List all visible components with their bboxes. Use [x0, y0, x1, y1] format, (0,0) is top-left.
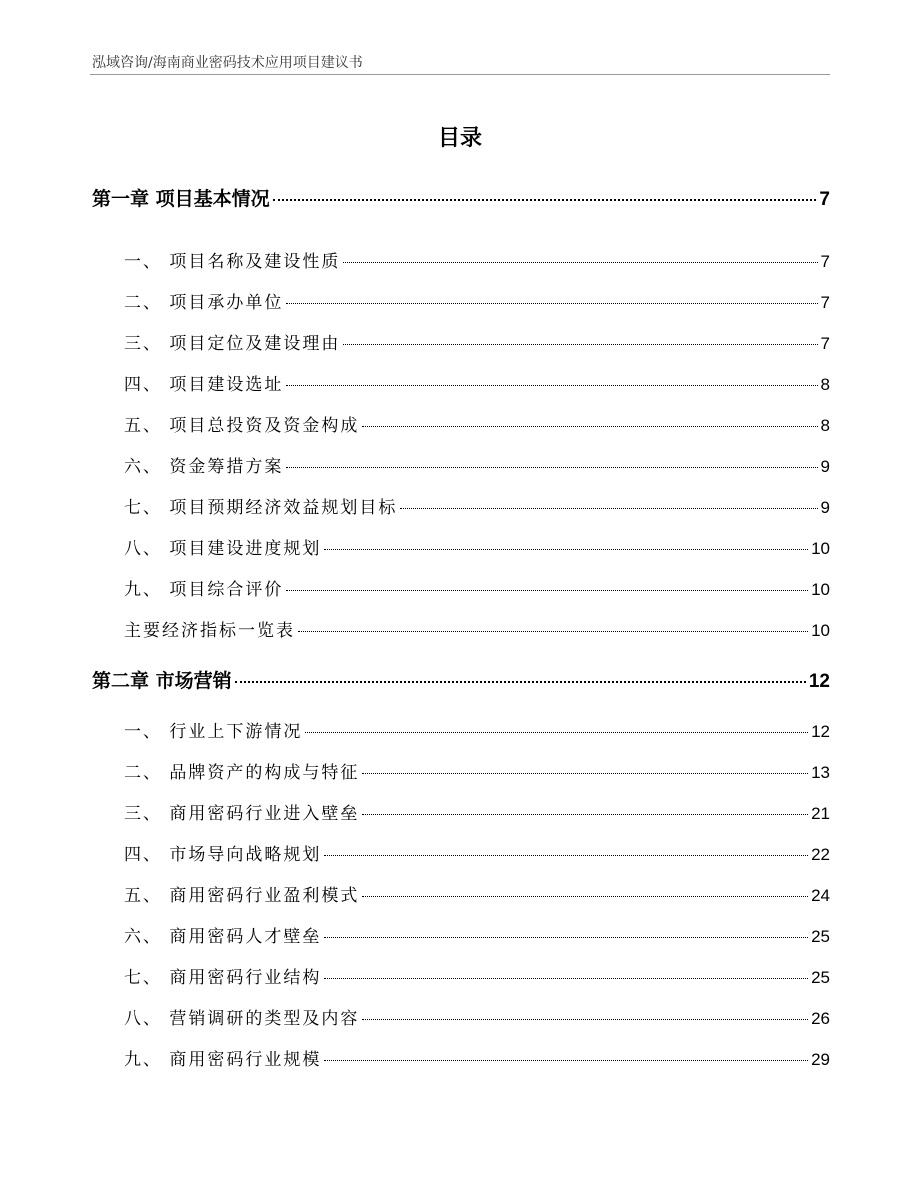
toc-entry-page: 24 — [811, 886, 830, 905]
toc-entry-label: 七、 项目预期经济效益规划目标 — [124, 498, 398, 518]
toc-entry[interactable] — [124, 288, 830, 313]
dot-leader — [235, 681, 806, 683]
toc-entry-page: 25 — [811, 968, 830, 987]
toc-entry-label: 一、 行业上下游情况 — [124, 722, 303, 742]
dot-leader — [362, 426, 817, 427]
toc-entry[interactable] — [124, 411, 830, 436]
toc-entry[interactable] — [124, 493, 830, 518]
dot-leader — [286, 590, 808, 591]
toc-entry[interactable] — [124, 575, 830, 600]
dot-leader — [324, 937, 808, 938]
toc-entry[interactable] — [124, 370, 830, 395]
dot-leader — [286, 303, 817, 304]
toc-entry-label: 五、 项目总投资及资金构成 — [124, 416, 360, 436]
toc-entry-label: 第一章 项目基本情况 — [92, 188, 270, 210]
toc-entry[interactable] — [124, 452, 830, 477]
toc-entry-page: 13 — [811, 763, 830, 782]
toc-entry-page: 22 — [811, 845, 830, 864]
dot-leader — [400, 508, 817, 509]
toc-entry[interactable] — [124, 247, 830, 272]
dot-leader — [324, 1060, 808, 1061]
toc-entry-chapter-2[interactable] — [92, 666, 830, 693]
dot-leader — [362, 814, 808, 815]
toc-entry-page: 29 — [811, 1050, 830, 1069]
toc-entry-label: 三、 商用密码行业进入壁垒 — [124, 804, 360, 824]
toc-entry-label: 八、 项目建设进度规划 — [124, 539, 322, 559]
toc-entry[interactable] — [124, 758, 830, 783]
toc-entry-page: 10 — [811, 539, 830, 558]
toc-entry-label: 四、 项目建设选址 — [124, 375, 284, 395]
toc-entry[interactable] — [124, 616, 830, 641]
toc-entry-label: 五、 商用密码行业盈利模式 — [124, 886, 360, 906]
dot-leader — [362, 896, 808, 897]
toc-entry-label: 九、 商用密码行业规模 — [124, 1050, 322, 1070]
toc-entry-page: 8 — [820, 416, 830, 435]
toc-entry-label: 四、 市场导向战略规划 — [124, 845, 322, 865]
dot-leader — [286, 385, 817, 386]
dot-leader — [343, 344, 817, 345]
toc-entry-page: 12 — [811, 722, 830, 741]
toc-entry-page: 10 — [811, 621, 830, 640]
toc-entry-label: 六、 资金筹措方案 — [124, 457, 284, 477]
dot-leader — [298, 631, 808, 632]
dot-leader — [286, 467, 817, 468]
dot-leader — [305, 732, 808, 733]
toc-entry-label: 二、 品牌资产的构成与特征 — [124, 763, 360, 783]
dot-leader — [273, 199, 817, 201]
toc-entry-page: 7 — [820, 293, 830, 312]
toc-entry-label: 主要经济指标一览表 — [124, 621, 295, 641]
toc-entry-label: 九、 项目综合评价 — [124, 580, 284, 600]
toc-entry-label: 一、 项目名称及建设性质 — [124, 252, 341, 272]
toc-entry-page: 7 — [820, 252, 830, 271]
toc-entry-chapter-1[interactable] — [92, 184, 830, 211]
dot-leader — [324, 855, 808, 856]
dot-leader — [324, 978, 808, 979]
toc-entry[interactable] — [124, 534, 830, 559]
toc-entry[interactable] — [124, 1045, 830, 1070]
toc-title: 目录 — [437, 126, 482, 151]
toc-entry-page: 8 — [820, 375, 830, 394]
toc-entry[interactable] — [124, 799, 830, 824]
toc-entry-page: 9 — [820, 498, 830, 517]
toc-entry-label: 八、 营销调研的类型及内容 — [124, 1009, 360, 1029]
toc-entry-page: 9 — [820, 457, 830, 476]
toc-entry[interactable] — [124, 922, 830, 947]
toc-entry[interactable] — [124, 1004, 830, 1029]
toc-entry-page: 7 — [820, 334, 830, 353]
toc-entry[interactable] — [124, 840, 830, 865]
dot-leader — [362, 773, 808, 774]
running-header: 泓域咨询/海南商业密码技术应用项目建议书 — [92, 55, 363, 71]
toc-entry-label: 二、 项目承办单位 — [124, 293, 284, 313]
toc-entry-label: 七、 商用密码行业结构 — [124, 968, 322, 988]
toc-entry-label: 六、 商用密码人才壁垒 — [124, 927, 322, 947]
toc-entry-page: 7 — [819, 189, 830, 210]
toc-entry-page: 10 — [811, 580, 830, 599]
dot-leader — [324, 549, 808, 550]
toc-entry-label: 第二章 市场营销 — [92, 670, 232, 692]
toc-entry-page: 25 — [811, 927, 830, 946]
toc-entry-page: 21 — [811, 804, 830, 823]
toc-entry-page: 26 — [811, 1009, 830, 1028]
dot-leader — [362, 1019, 808, 1020]
toc-entry-page: 12 — [808, 671, 830, 692]
toc-entry-label: 三、 项目定位及建设理由 — [124, 334, 341, 354]
toc-entry[interactable] — [124, 717, 830, 742]
dot-leader — [343, 262, 817, 263]
toc-entry[interactable] — [124, 329, 830, 354]
toc-entry[interactable] — [124, 881, 830, 906]
toc-entry[interactable] — [124, 963, 830, 988]
